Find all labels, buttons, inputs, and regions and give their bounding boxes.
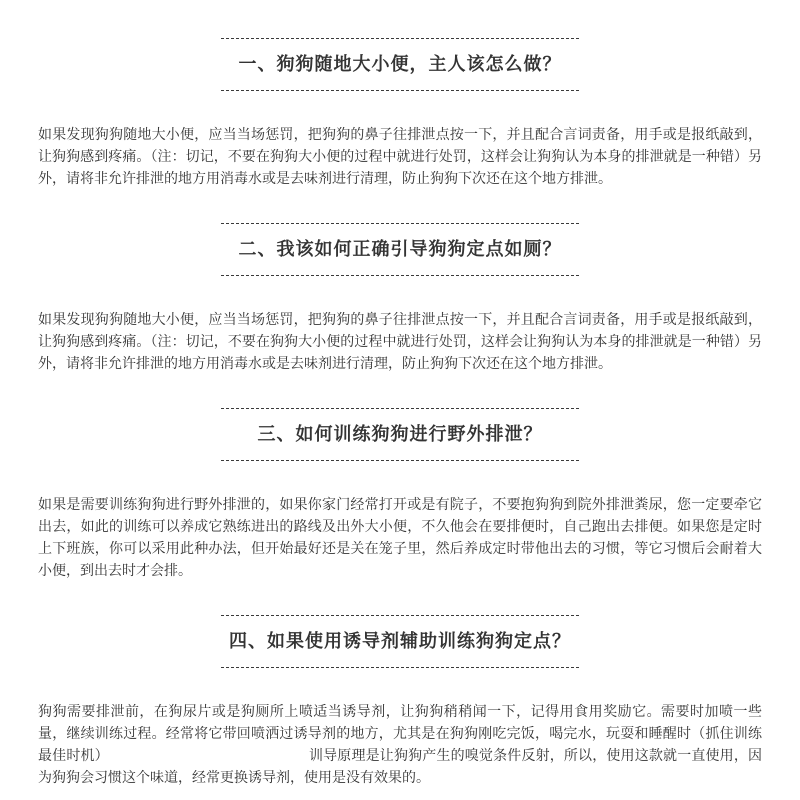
section-3-paragraph: 如果是需要训练狗狗进行野外排泄的，如果你家门经常打开或是有院子，不要抱狗狗到院外排泄粪尿，您一定要牵它出去，如此的训练可以养成它熟练进出的路线及出外大小便，不久他会在要排便时，自己跑出去排便。如果您是定时上下班族，你可以采用此种办法，但开始最好还是关在笼子里，然后养成定时带他出去的习惯，等它习惯后会耐着大小便，到出去时才会排。 bbox=[38, 496, 762, 578]
section-4-paragraph-part2: 训导原理是让狗狗产生的嗅觉条件反射，所以，使用这款就一直使用，因为狗狗会习惯这个味道，经常更换诱导剂，使用是没有效果的。 bbox=[38, 747, 762, 785]
section-3-heading-block bbox=[221, 408, 579, 461]
dashed-divider bbox=[221, 460, 579, 461]
section-2-paragraph: 如果发现狗狗随地大小便，应当当场惩罚，把狗狗的鼻子往排泄点按一下，并且配合言词责备，用手或是报纸敲到，让狗狗感到疼痛。（注：切记，不要在狗狗大小便的过程中就进行处罚，这样会让狗狗认为本身的排泄就是一种错）另外，请将非允许排泄的地方用消毒水或是去味剂进行清理，防止狗狗下次还在这个地方排泄。 bbox=[38, 311, 762, 371]
section-2-heading-block bbox=[221, 223, 579, 276]
dashed-divider bbox=[221, 90, 579, 91]
section-1 bbox=[0, 38, 800, 189]
section-3 bbox=[0, 408, 800, 581]
dashed-divider bbox=[221, 667, 579, 668]
section-4-paragraph bbox=[38, 700, 762, 788]
section-4-title: 四、如果使用诱导剂辅助训练狗狗定点？ bbox=[229, 631, 571, 651]
section-4-paragraph-part1: 狗狗需要排泄前，在狗尿片或是狗厕所上喷适当诱导剂，让狗狗稍稍闻一下，记得用食用奖励它。需要时加喷一些量，继续训练过程。经常将它带回喷洒过诱导剂的地方，尤其是在狗狗刚吃完饭，喝完水，玩耍和睡醒时（抓住训练最佳时机） bbox=[38, 703, 762, 763]
section-1-paragraph: 如果发现狗狗随地大小便，应当当场惩罚，把狗狗的鼻子往排泄点按一下，并且配合言词责备，用手或是报纸敲到，让狗狗感到疼痛。（注：切记，不要在狗狗大小便的过程中就进行处罚，这样会让狗狗认为本身的排泄就是一种错）另外，请将非允许排泄的地方用消毒水或是去味剂进行清理，防止狗狗下次还在这个地方排泄。 bbox=[38, 126, 762, 186]
section-2 bbox=[0, 223, 800, 374]
section-2-title: 二、我该如何正确引导狗狗定点如厕？ bbox=[238, 239, 562, 259]
dashed-divider bbox=[221, 275, 579, 276]
section-4 bbox=[0, 615, 800, 788]
section-1-heading-block bbox=[221, 38, 579, 91]
inline-gap bbox=[109, 759, 309, 760]
section-4-heading-block bbox=[221, 615, 579, 668]
section-3-title: 三、如何训练狗狗进行野外排泄？ bbox=[257, 424, 543, 444]
section-1-title: 一、狗狗随地大小便，主人该怎么做？ bbox=[238, 54, 562, 74]
